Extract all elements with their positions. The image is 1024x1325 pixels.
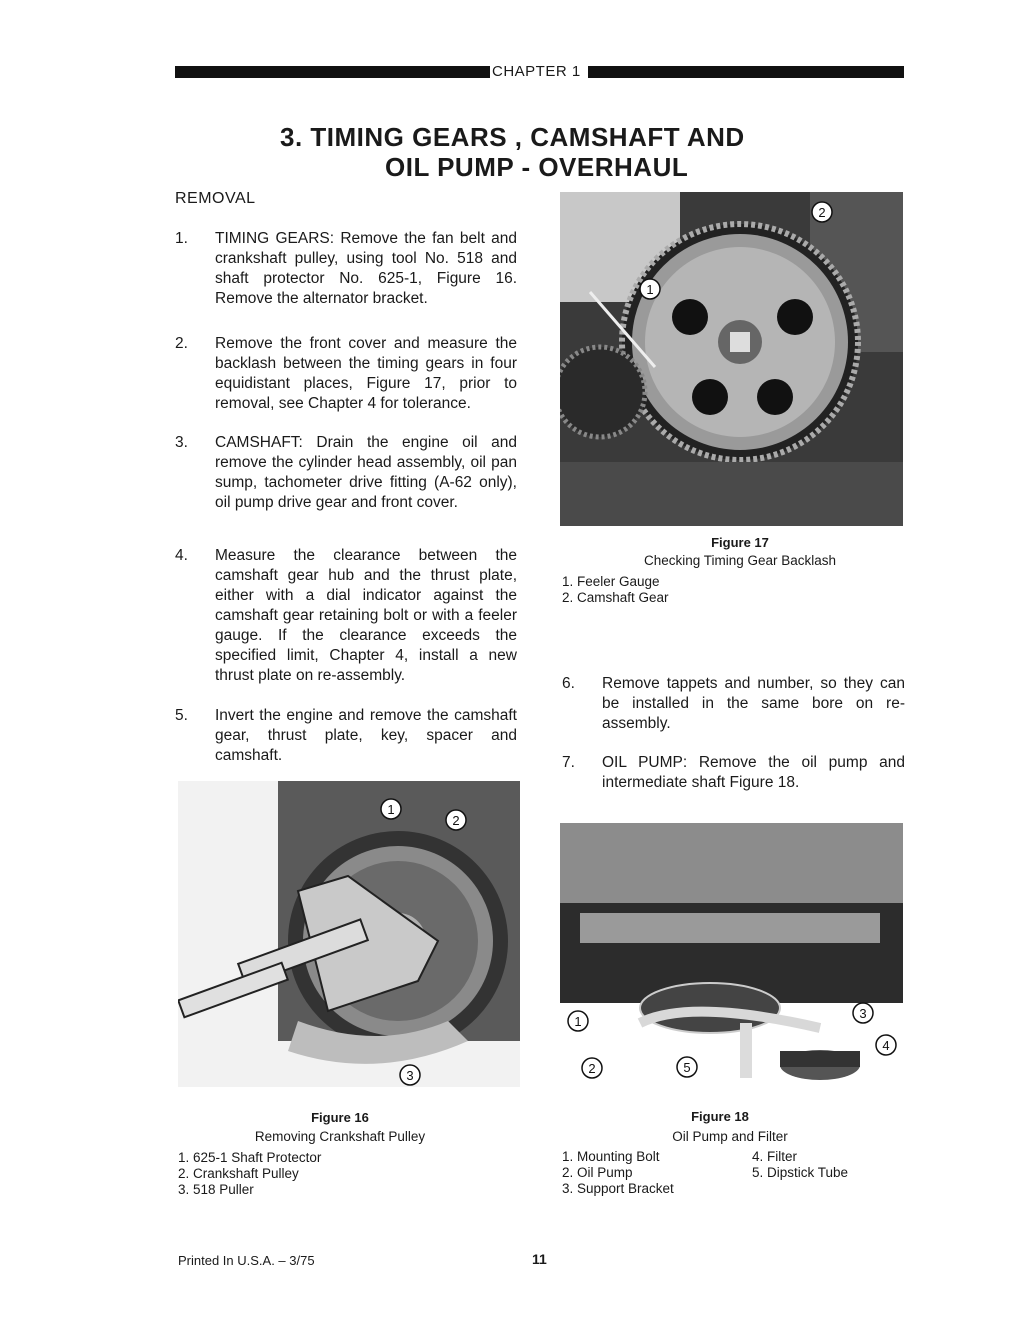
svg-text:1: 1 <box>387 802 395 817</box>
callout-2 <box>446 810 466 830</box>
figure-17-photo <box>560 192 903 526</box>
filter-drawing <box>780 1050 860 1080</box>
step-text: Remove tappets and number, so they can be installed in the same bore on re-assembly. <box>602 675 905 732</box>
figure-16-legend <box>178 1150 321 1198</box>
callout-3 <box>400 1065 420 1085</box>
step-text: Remove the front cover and measure the backlash between the timing gears in four equidistant places, Figure 17, prior to removal, see Chapter 4 for tolerance. <box>215 335 517 412</box>
step-number: 6. <box>562 675 575 692</box>
legend-item: 1. 625-1 Shaft Protector <box>178 1150 322 1165</box>
figure-18-legend-left <box>562 1149 674 1197</box>
camshaft-gear-drawing <box>622 224 858 460</box>
figure-16-caption: Removing Crankshaft Pulley <box>254 1129 426 1144</box>
legend-item: 1. Feeler Gauge <box>562 574 660 589</box>
chapter-label: CHAPTER 1 <box>492 63 581 80</box>
chapter-bar-left <box>175 66 490 78</box>
legend-item: 4. Filter <box>752 1149 798 1164</box>
callout-3 <box>853 1003 873 1023</box>
figure-18-label: Figure 18 <box>691 1109 749 1124</box>
step-number: 5. <box>175 707 188 724</box>
callout-1 <box>640 279 660 299</box>
step-text: Measure the clearance between the camshaft gear hub and the thrust plate, either with a dial indicator against the camshaft gear retaining bolt or with a feeler gauge. If the clearance exceeds the specified limit, Chapter 4, install a new thrust plate on re-assembly. <box>215 547 517 684</box>
figure-18-caption: Oil Pump and Filter <box>672 1129 788 1144</box>
svg-text:4: 4 <box>882 1038 890 1053</box>
page-title-line1: 3. TIMING GEARS , CAMSHAFT AND <box>280 122 745 152</box>
chapter-bar-right <box>588 66 904 78</box>
svg-text:2: 2 <box>818 205 826 220</box>
legend-item: 2. Crankshaft Pulley <box>178 1166 299 1181</box>
svg-text:1: 1 <box>574 1014 582 1029</box>
figure-18-legend-right <box>752 1149 848 1181</box>
figure-17-label: Figure 17 <box>711 535 769 550</box>
figure-16-photo <box>178 781 520 1087</box>
section-heading: REMOVAL <box>175 190 256 207</box>
step-number: 4. <box>175 547 188 564</box>
legend-item: 5. Dipstick Tube <box>752 1165 849 1180</box>
figure-17-caption: Checking Timing Gear Backlash <box>643 553 837 568</box>
step-text: Invert the engine and remove the camshaft gear, thrust plate, key, spacer and camshaft. <box>215 707 517 764</box>
svg-text:2: 2 <box>588 1061 596 1076</box>
callout-2 <box>582 1058 602 1078</box>
callout-5 <box>677 1057 697 1077</box>
figure-18-photo <box>560 823 903 1097</box>
svg-text:1: 1 <box>646 282 654 297</box>
figure-16-label: Figure 16 <box>311 1110 369 1125</box>
callout-4 <box>876 1035 896 1055</box>
legend-item: 2. Camshaft Gear <box>562 590 669 605</box>
svg-text:5: 5 <box>683 1060 691 1075</box>
step-number: 3. <box>175 434 188 451</box>
svg-text:2: 2 <box>452 813 460 828</box>
legend-item: 3. 518 Puller <box>178 1182 254 1197</box>
svg-text:3: 3 <box>859 1006 867 1021</box>
legend-item: 1. Mounting Bolt <box>562 1149 660 1164</box>
callout-1 <box>568 1011 588 1031</box>
step-number: 1. <box>175 230 188 247</box>
legend-item: 3. Support Bracket <box>562 1181 674 1196</box>
page-title-line2: OIL PUMP - OVERHAUL <box>385 152 689 182</box>
step-text: TIMING GEARS: Remove the fan belt and crankshaft pulley, using tool No. 518 and shaft protector No. 625-1, Figure 16. Remove the alternator bracket. <box>215 230 517 307</box>
step-text: CAMSHAFT: Drain the engine oil and remove the cylinder head assembly, oil pan sump, tachometer drive fitting (A-62 only), oil pump drive gear and front cover. <box>215 434 517 511</box>
legend-item: 2. Oil Pump <box>562 1165 633 1180</box>
step-number: 7. <box>562 754 575 771</box>
svg-text:3: 3 <box>406 1068 414 1083</box>
step-number: 2. <box>175 335 188 352</box>
figure-17-legend <box>562 574 669 606</box>
step-text: OIL PUMP: Remove the oil pump and intermediate shaft Figure 18. <box>602 754 905 791</box>
callout-1 <box>381 799 401 819</box>
callout-2 <box>812 202 832 222</box>
page-number: 11 <box>532 1251 547 1267</box>
printed-note: Printed In U.S.A. – 3/75 <box>178 1253 315 1268</box>
